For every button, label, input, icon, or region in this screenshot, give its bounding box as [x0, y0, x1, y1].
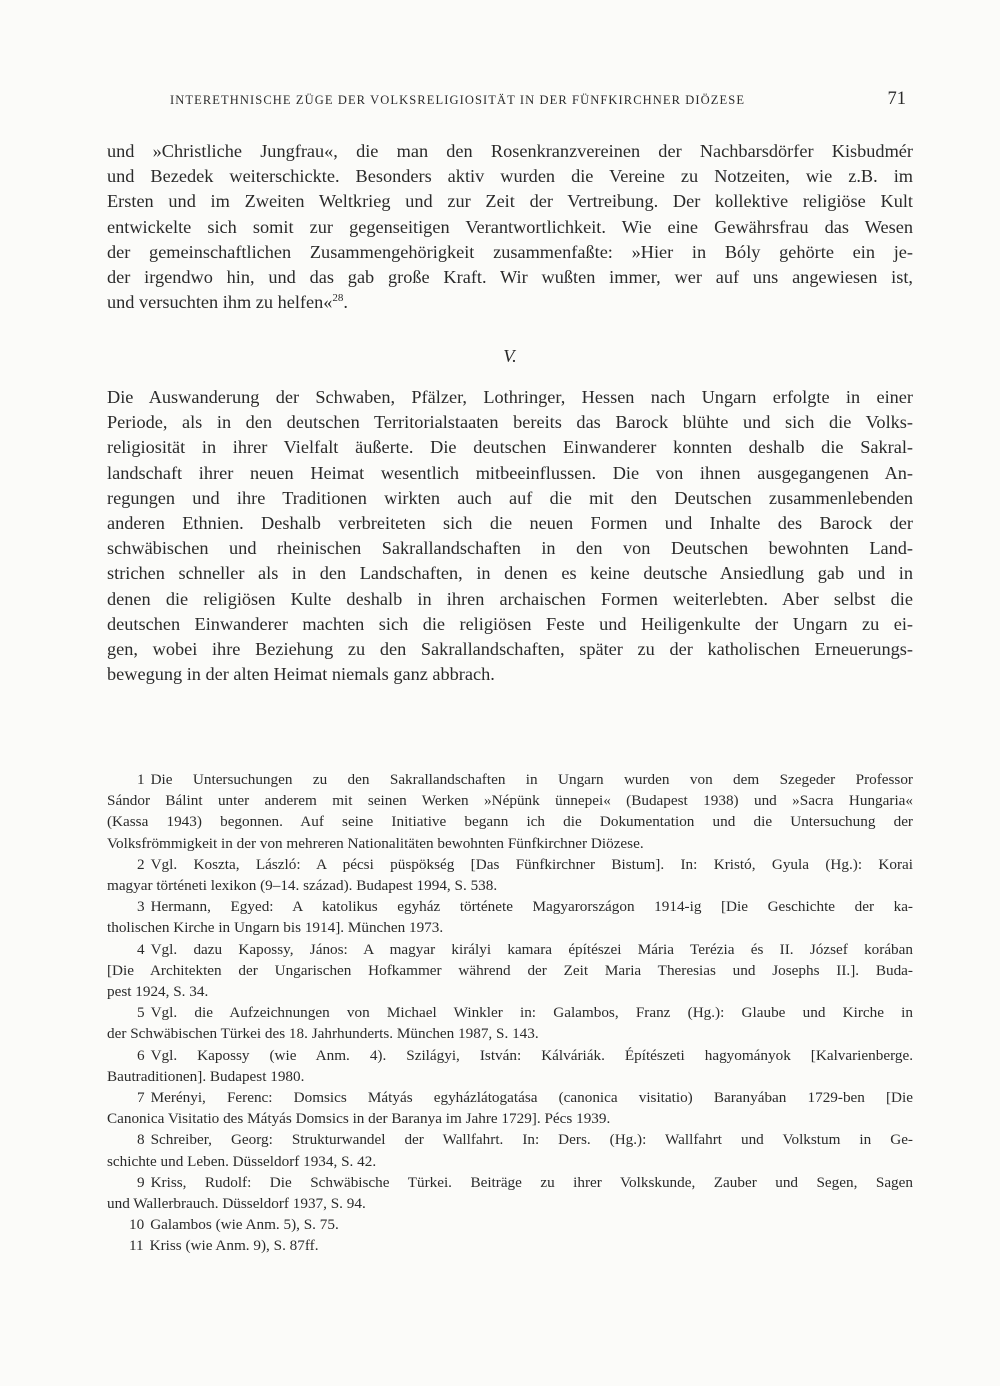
footnote-4: [107, 939, 913, 960]
footnote-number: 3: [137, 898, 145, 916]
footnote-7: [107, 1087, 913, 1108]
text-line: schwäbischen und rheinischen Sakrallandschaften in den von Deutschen bewohnten Land-: [107, 538, 913, 559]
footnote-line: Canonica Visitatio des Mátyás Domsics in der Baranya im Jahre 1729]. Pécs 1939.: [107, 1110, 611, 1128]
footnote-10: [107, 1214, 913, 1235]
footnote-number: 8: [137, 1131, 145, 1149]
text-segment: und versuchten ihm zu helfen«: [107, 292, 333, 313]
text-line: denen die religiösen Kulte deshalb in ihren archaischen Formen weiterlebten. Aber selbst die: [107, 588, 913, 609]
footnote-line: der Schwäbischen Türkei des 18. Jahrhunderts. München 1987, S. 143.: [107, 1025, 539, 1043]
text-line: landschaft ihrer neuen Heimat wesentlich mitbeeinflussen. Die von ihnen ausgegangenen An-: [107, 462, 913, 483]
footnote-line: tholischen Kirche in Ungarn bis 1914]. München 1973.: [107, 919, 444, 937]
footnote-line: pest 1924, S. 34.: [107, 983, 209, 1001]
footnote-line: und Wallerbrauch. Düsseldorf 1937, S. 94.: [107, 1195, 366, 1213]
footnote-text: Kriss (wie Anm. 9), S. 87ff.: [149, 1237, 319, 1255]
paragraph-1: [107, 139, 913, 315]
text-line: und Bezedek weiterschickte. Besonders aktiv wurden die Vereine zu Notzeiten, wie z.B. im: [107, 166, 913, 187]
footnote-line: (Kassa 1943) begonnen. Auf seine Initiative begann ich die Dokumentation und die Untersuchung der: [107, 813, 913, 831]
text-line: der gemeinschaftlichen Zusammengehörigkeit zusammenfaßte: »Hier in Bóly gehörte ein je-: [107, 241, 913, 262]
footnotes: [107, 769, 913, 1257]
footnote-9: [107, 1172, 913, 1193]
page-number: 71: [887, 89, 906, 109]
text-line: der irgendwo hin, und das gab große Kraft. Wir wußten immer, wer auf uns angewiesen ist,: [107, 267, 913, 288]
text-segment: .: [343, 292, 348, 313]
text-line: entwickelte sich somit zur gegenseitigen Verantwortlichkeit. Wie eine Gewährsfrau das Wesen: [107, 216, 913, 237]
footnote-text: Vgl. Kapossy (wie Anm. 4). Szilágyi, István: Kálváriák. Építészeti hagyományok [Kalvarienberge.: [150, 1046, 913, 1064]
footnote-text: Schreiber, Georg: Strukturwandel der Wallfahrt. In: Ders. (Hg.): Wallfahrt und Volkstum in Ge-: [150, 1131, 913, 1149]
footnote-5: [107, 1002, 913, 1023]
footnote-number: 1: [137, 771, 145, 788]
footnote-number: 10: [129, 1216, 145, 1234]
text-line: regungen und ihre Traditionen wirkten auch auf die mit den Deutschen zusammenlebenden: [107, 487, 913, 508]
footnote-number: 5: [137, 1004, 145, 1022]
footnote-8: [107, 1129, 913, 1150]
paragraph-2: [107, 385, 913, 687]
footnote-text: Galambos (wie Anm. 5), S. 75.: [150, 1216, 339, 1234]
footnote-reference[interactable]: 28: [332, 292, 344, 305]
footnote-line: Volksfrömmigkeit in der von mehreren Nationalitäten bewohnten Fünfkirchner Diözese.: [107, 834, 644, 852]
footnote-text: Kriss, Rudolf: Die Schwäbische Türkei. Beiträge zu ihrer Volkskunde, Zauber und Segen, Sagen: [150, 1173, 913, 1191]
footnote-number: 7: [137, 1089, 145, 1107]
footnote-line: Bautraditionen]. Budapest 1980.: [107, 1067, 305, 1085]
text-line: strichen schneller als in den Landschaften, in denen es keine deutsche Ansiedlung gab und in: [107, 563, 913, 584]
text-line: deutschen Einwanderer machten sich die religiösen Feste und Heiligenkulte der Ungarn zu ei-: [107, 613, 913, 634]
footnote-2: [107, 854, 913, 875]
text-line: und »Christliche Jungfrau«, die man den Rosenkranzvereinen der Nachbarsdörfer Kisbudmér: [107, 141, 913, 161]
text-line: bewegung in der alten Heimat niemals ganz abbrach.: [107, 664, 495, 685]
footnote-text: Merényi, Ferenc: Domsics Mátyás egyházlátogatása (canonica visitatio) Baranyában 1729-ben [Die: [150, 1089, 913, 1107]
text-line: Ersten und im Zweiten Weltkrieg und zur Zeit der Vertreibung. Der kollektive religiöse Kult: [107, 191, 913, 212]
footnote-number: 6: [137, 1046, 145, 1064]
footnote-number: 9: [137, 1173, 145, 1191]
footnote-line: Sándor Bálint unter anderem mit seinen Werken »Népünk ünnepei« (Budapest 1938) und »Sacra Hungaria«: [107, 792, 913, 810]
footnote-3: [107, 896, 913, 917]
footnote-line: magyar történeti lexikon (9–14. század). Budapest 1994, S. 538.: [107, 877, 498, 895]
footnote-6: [107, 1045, 913, 1066]
footnote-text: Vgl. Koszta, László: A pécsi püspökség [Das Fünfkirchner Bistum]. In: Kristó, Gyula (Hg.): Korai: [150, 855, 913, 873]
footnote-number: 11: [129, 1237, 144, 1255]
text-line: Periode, als in den deutschen Territorialstaaten bereits das Barock blühte und sich die Volks-: [107, 412, 913, 433]
text-line: gen, wobei ihre Beziehung zu den Sakrallandschaften, später zu der katholischen Erneuerungs-: [107, 639, 913, 660]
footnote-text: Vgl. dazu Kapossy, János: A magyar királyi kamara építészei Mária Terézia és II. József korában: [150, 940, 913, 958]
running-header: [170, 89, 906, 115]
footnote-text: Die Untersuchungen zu den Sakrallandschaften in Ungarn wurden von dem Szegeder Professor: [150, 771, 913, 788]
text-line: anderen Ethnien. Deshalb verbreiteten sich die neuen Formen und Inhalte des Barock der: [107, 513, 913, 534]
footnote-number: 4: [137, 940, 145, 958]
footnote-line: schichte und Leben. Düsseldorf 1934, S. 42.: [107, 1152, 377, 1170]
footnote-number: 2: [137, 855, 145, 873]
footnote-11: [107, 1235, 913, 1256]
footnote-text: Hermann, Egyed: A katolikus egyház története Magyarországon 1914-ig [Die Geschichte der ka-: [150, 898, 913, 916]
running-title: INTERETHNISCHE ZÜGE DER VOLKSRELIGIOSITÄT IN DER FÜNFKIRCHNER DIÖZESE: [170, 93, 746, 107]
text-line: [107, 290, 913, 315]
section-heading: V.: [503, 346, 517, 366]
footnote-line: [Die Architekten der Ungarischen Hofkammer während der Zeit Maria Theresias und Josephs II.]. Buda-: [107, 961, 913, 979]
footnote-1: [107, 769, 913, 790]
text-line: Die Auswanderung der Schwaben, Pfälzer, Lothringer, Hessen nach Ungarn erfolgte in einer: [107, 387, 913, 407]
text-line: religiosität in ihrer Vielfalt äußerte. Die deutschen Einwanderer konnten deshalb die Sakral-: [107, 437, 913, 458]
footnote-text: Vgl. die Aufzeichnungen von Michael Winkler in: Galambos, Franz (Hg.): Glaube und Kirche in: [150, 1004, 913, 1022]
